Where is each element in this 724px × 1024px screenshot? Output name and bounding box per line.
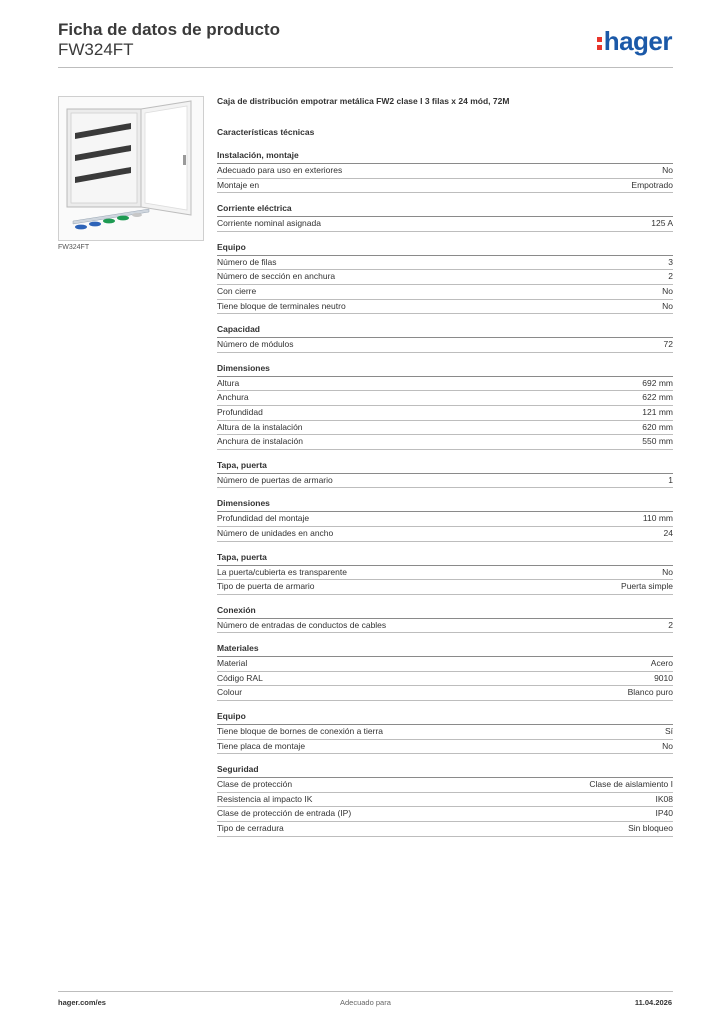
spec-section: [217, 324, 673, 353]
spec-row: [217, 822, 673, 837]
spec-value: 692 mm: [642, 377, 673, 388]
spec-value: No: [662, 566, 673, 577]
spec-label: Anchura: [217, 392, 249, 403]
spec-value: Sí: [664, 726, 673, 737]
spec-row: [217, 256, 673, 271]
spec-label: La puerta/cubierta es transparente: [217, 566, 347, 577]
spec-label: Colour: [217, 687, 243, 698]
spec-label: Material: [217, 658, 248, 669]
section-title: Dimensiones: [217, 363, 673, 377]
spec-row: [217, 377, 673, 392]
spec-row: [217, 285, 673, 300]
spec-label: Clase de protección: [217, 779, 293, 790]
spec-value: 24: [663, 527, 673, 538]
spec-value: No: [662, 740, 673, 751]
spec-label: Resistencia al impacto IK: [217, 793, 313, 804]
spec-row: [217, 566, 673, 581]
spec-value: Empotrado: [631, 179, 673, 190]
spec-section: [217, 203, 673, 232]
spec-section: [217, 605, 673, 634]
section-title: Tapa, puerta: [217, 552, 673, 566]
spec-section: [217, 363, 673, 450]
section-title: Materiales: [217, 643, 673, 657]
spec-value: No: [662, 300, 673, 311]
spec-row: [217, 217, 673, 232]
spec-section: [217, 552, 673, 595]
section-title: Equipo: [217, 242, 673, 256]
spec-value: 622 mm: [642, 392, 673, 403]
spec-value: Puerta simple: [621, 581, 673, 592]
section-title: Instalación, montaje: [217, 150, 673, 164]
spec-section: [217, 460, 673, 489]
spec-value: 121 mm: [642, 406, 673, 417]
spec-value: IK08: [655, 793, 673, 804]
spec-row: [217, 391, 673, 406]
spec-value: 2: [668, 619, 673, 630]
spec-row: [217, 421, 673, 436]
spec-row: [217, 686, 673, 701]
section-title: Capacidad: [217, 324, 673, 338]
footer-date: 11.04.2026: [634, 998, 672, 1007]
spec-label: Corriente nominal asignada: [217, 218, 321, 229]
spec-label: Código RAL: [217, 672, 263, 683]
specifications: [217, 96, 673, 837]
spec-value: Clase de aislamiento I: [589, 779, 673, 790]
spec-label: Tipo de puerta de armario: [217, 581, 315, 592]
spec-section: [217, 764, 673, 836]
spec-section: [217, 643, 673, 701]
spec-value: No: [662, 285, 673, 296]
footer-center-text: Adecuado para: [340, 998, 391, 1007]
spec-sections: [217, 150, 673, 837]
spec-label: Adecuado para uso en exteriores: [217, 165, 343, 175]
technical-characteristics-title: Características técnicas: [217, 127, 315, 137]
section-title: Equipo: [217, 711, 673, 725]
product-description: Caja de distribución empotrar metálica FW2 clase I 3 filas x 24 mód, 72M: [217, 96, 510, 106]
spec-label: Profundidad del montaje: [217, 513, 310, 524]
spec-value: Sin bloqueo: [628, 823, 673, 834]
spec-value: Blanco puro: [627, 687, 673, 698]
spec-row: [217, 672, 673, 687]
spec-label: Número de sección en anchura: [217, 271, 336, 282]
product-code: FW324FT: [58, 40, 134, 59]
spec-value: 9010: [654, 672, 673, 683]
spec-section: [217, 242, 673, 314]
hager-logo: hager: [597, 26, 672, 57]
section-title: Conexión: [217, 605, 673, 619]
spec-value: 620 mm: [642, 421, 673, 432]
spec-section: [217, 711, 673, 754]
spec-value: 125 A: [651, 218, 673, 229]
header-divider: [58, 67, 673, 68]
spec-value: No: [662, 165, 673, 175]
spec-label: Tiene bloque de terminales neutro: [217, 300, 346, 311]
spec-row: [217, 740, 673, 755]
spec-label: Tiene placa de montaje: [217, 740, 306, 751]
spec-label: Profundidad: [217, 406, 263, 417]
spec-row: [217, 527, 673, 542]
spec-value: 110 mm: [642, 513, 673, 524]
section-title: Seguridad: [217, 764, 673, 778]
spec-row: [217, 270, 673, 285]
spec-section: [217, 150, 673, 193]
spec-value: 550 mm: [642, 436, 673, 447]
spec-row: [217, 807, 673, 822]
page-title: Ficha de datos de producto: [58, 20, 280, 39]
distribution-box-illustration: [59, 97, 203, 240]
spec-section: [217, 498, 673, 541]
spec-row: [217, 179, 673, 194]
spec-row: [217, 512, 673, 527]
section-title: Tapa, puerta: [217, 460, 673, 474]
spec-label: Montaje en: [217, 179, 260, 190]
spec-label: Anchura de instalación: [217, 436, 304, 447]
spec-label: Clase de protección de entrada (IP): [217, 808, 352, 819]
section-title: Dimensiones: [217, 498, 673, 512]
spec-row: [217, 338, 673, 353]
spec-label: Tipo de cerradura: [217, 823, 284, 834]
spec-label: Número de puertas de armario: [217, 474, 333, 485]
spec-row: [217, 406, 673, 421]
spec-label: Número de unidades en ancho: [217, 527, 334, 538]
spec-label: Con cierre: [217, 285, 257, 296]
spec-value: 3: [668, 256, 673, 267]
spec-row: [217, 474, 673, 489]
spec-row: [217, 300, 673, 315]
spec-row: [217, 619, 673, 634]
spec-label: Altura de la instalación: [217, 421, 303, 432]
spec-label: Número de entradas de conductos de cables: [217, 619, 387, 630]
footer-divider: [58, 991, 673, 992]
product-image: [58, 96, 204, 241]
logo-dots-icon: [597, 34, 602, 53]
footer-website[interactable]: hager.com/es: [58, 998, 106, 1007]
spec-value: 1: [668, 474, 673, 485]
spec-value: 2: [668, 271, 673, 282]
section-title: Corriente eléctrica: [217, 203, 673, 217]
spec-row: [217, 793, 673, 808]
spec-row: [217, 580, 673, 595]
spec-row: [217, 725, 673, 740]
spec-row: [217, 778, 673, 793]
spec-value: IP40: [655, 808, 673, 819]
spec-value: 72: [663, 339, 673, 350]
spec-value: Acero: [650, 658, 673, 669]
spec-label: Número de módulos: [217, 339, 294, 350]
spec-row: [217, 657, 673, 672]
spec-label: Número de filas: [217, 256, 277, 267]
page-header: [58, 20, 674, 68]
spec-label: Altura: [217, 377, 240, 388]
spec-label: Tiene bloque de bornes de conexión a tierra: [217, 726, 384, 737]
image-caption: FW324FT: [58, 244, 90, 251]
spec-row: [217, 435, 673, 450]
spec-row: [217, 164, 673, 179]
